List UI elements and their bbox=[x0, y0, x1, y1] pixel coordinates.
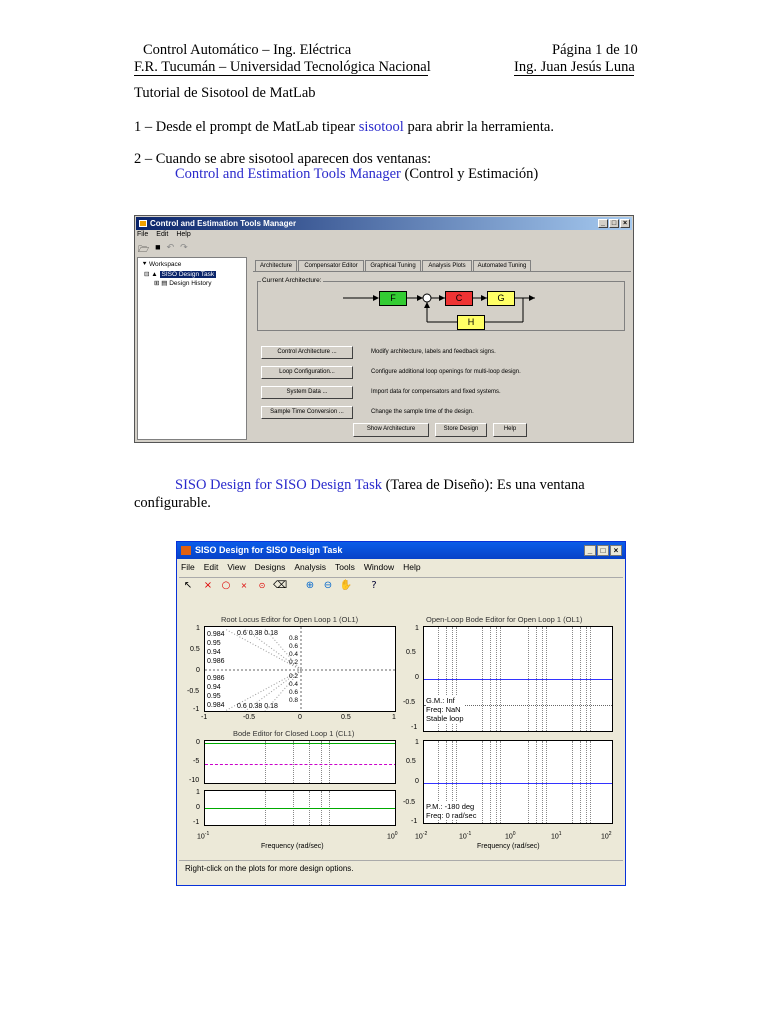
olp-grid-7 bbox=[496, 741, 497, 823]
minimize-button[interactable]: _ bbox=[598, 219, 608, 228]
siso-desc: (Tarea de Diseño): Es una ventana bbox=[381, 477, 585, 493]
rl-xtick-3: 0.5 bbox=[341, 714, 351, 721]
rl-damp-7: 0.984 bbox=[207, 702, 225, 709]
rl-side-2: 0.4 bbox=[289, 651, 299, 658]
rl-top-2: 0.18 bbox=[264, 630, 278, 637]
ol-phase-text bbox=[426, 802, 476, 820]
tab-graphical-tuning[interactable]: Graphical Tuning bbox=[365, 260, 421, 271]
rl-side-0: 0.8 bbox=[289, 635, 299, 642]
sample-time-button[interactable]: Sample Time Conversion ... bbox=[261, 406, 353, 419]
siso-paragraph-line2: configurable. bbox=[134, 495, 211, 511]
cl-xtick-1 bbox=[387, 831, 398, 840]
step-2-sub bbox=[175, 165, 538, 183]
ol-ph-ytick-4: -1 bbox=[411, 818, 418, 825]
loop-configuration-desc: Configure additional loop openings for multi-loop design. bbox=[371, 369, 521, 375]
step-2: 2 – Cuando se abre sisotool aparecen dos ventanas: bbox=[134, 151, 432, 167]
tree-item-design-history[interactable]: ⊞ ▤ Design History bbox=[154, 280, 212, 287]
rl-top-0: 0.6 bbox=[237, 630, 247, 637]
doc-title: Tutorial de Sisotool de MatLab bbox=[134, 85, 316, 101]
ol-xtick-1-base: 10 bbox=[459, 833, 467, 841]
siso-menu-tools[interactable]: Tools bbox=[335, 562, 355, 572]
rl-side-1: 0.6 bbox=[289, 643, 299, 650]
rl-bot-2: 0.18 bbox=[264, 703, 278, 710]
tab-compensator-editor[interactable]: Compensator Editor bbox=[298, 260, 364, 271]
matlab-icon bbox=[139, 220, 147, 227]
cl-xlabel: Frequency (rad/sec) bbox=[261, 843, 324, 850]
menu-edit[interactable]: Edit bbox=[156, 231, 169, 238]
context-help-icon[interactable]: ? bbox=[371, 580, 377, 591]
rl-side-7: 0.8 bbox=[289, 697, 299, 704]
control-architecture-desc: Modify architecture, labels and feedback signs. bbox=[371, 349, 496, 355]
ol-phase-plot[interactable] bbox=[423, 740, 613, 824]
rl-damp-3: 0.986 bbox=[207, 658, 225, 665]
siso-close-button[interactable]: × bbox=[610, 545, 622, 556]
sum-arrow bbox=[417, 295, 423, 301]
rl-side-nums bbox=[289, 635, 298, 667]
rl-xtick-2: 0 bbox=[298, 714, 302, 721]
olp-grid-10 bbox=[536, 741, 537, 823]
siso-menu-help[interactable]: Help bbox=[403, 562, 421, 572]
feedback-arrow bbox=[424, 302, 430, 308]
tab-architecture[interactable]: Architecture bbox=[255, 260, 297, 271]
rl-side-6: 0.6 bbox=[289, 689, 299, 696]
tools-manager-menubar bbox=[137, 231, 191, 238]
cl-xtick-0 bbox=[197, 831, 209, 840]
cl-grid-1 bbox=[265, 741, 266, 783]
siso-paragraph-line1 bbox=[175, 476, 635, 494]
ol-mag-line bbox=[424, 679, 613, 680]
control-architecture-button[interactable]: Control Architecture ... bbox=[261, 346, 353, 359]
ol-xlabel: Frequency (rad/sec) bbox=[477, 843, 540, 850]
ol-xtick-2-exp: 0 bbox=[512, 831, 516, 837]
summing-junction bbox=[423, 294, 431, 302]
tab-automated-tuning[interactable]: Automated Tuning bbox=[473, 260, 531, 271]
rl-top-1: 0.38 bbox=[248, 630, 263, 637]
rl-damp-5: 0.94 bbox=[207, 684, 221, 691]
cl-ph-ytick-1: 0 bbox=[196, 804, 200, 811]
rl-ytick-1: 0.5 bbox=[190, 646, 200, 653]
closed-loop-bode-title: Bode Editor for Closed Loop 1 (CL1) bbox=[233, 729, 355, 738]
cl-xtick-0-exp: -1 bbox=[204, 831, 210, 837]
olp-grid-13 bbox=[572, 741, 573, 823]
open-loop-bode-title: Open-Loop Bode Editor for Open Loop 1 (OL1) bbox=[426, 615, 583, 624]
rl-xtick-4: 1 bbox=[392, 714, 396, 721]
step-1 bbox=[134, 118, 554, 136]
ol-mag-ytick-0: 1 bbox=[415, 625, 419, 632]
rl-bot-0: 0.6 bbox=[237, 703, 247, 710]
open-folder-icon[interactable]: 🗁 bbox=[138, 244, 150, 254]
tools-manager-toolbar bbox=[138, 242, 188, 258]
tools-manager-titlebar bbox=[136, 217, 632, 230]
ol-pm-freq: Freq: 0 rad/sec bbox=[426, 811, 477, 820]
rl-ytick-2: 0 bbox=[196, 667, 200, 674]
rl-xtick-0: -1 bbox=[201, 714, 208, 721]
rl-xtick-1: -0.5 bbox=[243, 714, 256, 721]
tools-manager-title: Control and Estimation Tools Manager bbox=[150, 219, 297, 228]
system-data-desc: Import data for compensators and fixed systems. bbox=[371, 389, 501, 395]
ol-xtick-2 bbox=[505, 831, 516, 840]
olp-grid-11 bbox=[542, 741, 543, 823]
workspace-tree bbox=[137, 257, 247, 440]
cl-ph-ytick-2: -1 bbox=[193, 819, 200, 826]
ol-mag-ytick-3: -0.5 bbox=[403, 699, 416, 706]
undo-icon[interactable]: ↶ bbox=[166, 242, 175, 252]
step2-post: (Control y Estimación) bbox=[400, 166, 539, 182]
rl-ytick-0: 1 bbox=[196, 625, 200, 632]
rl-ytick-3: -0.5 bbox=[187, 688, 200, 695]
redo-icon[interactable]: ↷ bbox=[180, 242, 188, 252]
cl-phase-line bbox=[205, 808, 396, 809]
ol-ph-ytick-1: 0.5 bbox=[406, 758, 416, 765]
siso-design-window bbox=[176, 541, 626, 886]
block-h[interactable]: H bbox=[457, 315, 485, 330]
status-rule bbox=[179, 860, 623, 861]
current-architecture-label: Current Architecture: bbox=[262, 277, 322, 284]
rl-bot-nums bbox=[237, 703, 278, 710]
tree-item-workspace[interactable]: ⯆ Workspace bbox=[142, 261, 182, 268]
sample-time-desc: Change the sample time of the design. bbox=[371, 409, 474, 415]
cl-xtick-1-exp: 0 bbox=[394, 831, 398, 837]
ol-margins-text bbox=[426, 696, 464, 723]
cl-mag-ytick-2: -10 bbox=[189, 777, 200, 784]
ol-xtick-4-exp: 2 bbox=[608, 831, 612, 837]
olp-grid-16 bbox=[590, 741, 591, 823]
siso-menu-file[interactable]: File bbox=[181, 562, 195, 572]
ol-xtick-1-exp: -1 bbox=[466, 831, 472, 837]
add-complex-pole-icon[interactable]: ⨯ bbox=[240, 581, 248, 590]
rl-side-4: 0.2 bbox=[289, 673, 299, 680]
olp-grid-9 bbox=[528, 741, 529, 823]
rl-damp-6: 0.95 bbox=[207, 693, 221, 700]
ol-xtick-3 bbox=[551, 831, 562, 840]
ol-ph-ytick-3: -0.5 bbox=[403, 799, 416, 806]
root-locus-title: Root Locus Editor for Open Loop 1 (OL1) bbox=[221, 615, 359, 624]
pointer-icon[interactable]: ↖ bbox=[183, 580, 193, 591]
siso-title: SISO Design for SISO Design Task bbox=[195, 545, 343, 555]
rl-ytick-4: -1 bbox=[193, 706, 200, 713]
siso-menu-analysis[interactable]: Analysis bbox=[294, 562, 327, 572]
tab-analysis-plots[interactable]: Analysis Plots bbox=[422, 260, 472, 271]
add-pole-icon[interactable]: × bbox=[203, 580, 213, 591]
loop-configuration-button[interactable]: Loop Configuration... bbox=[261, 366, 353, 379]
ol-xtick-1 bbox=[459, 831, 471, 840]
cl-grid-5 bbox=[329, 741, 330, 783]
zoom-in-icon[interactable]: ⊕ bbox=[305, 580, 315, 591]
root-locus-plot[interactable] bbox=[204, 626, 396, 712]
output-arrow bbox=[529, 295, 535, 301]
zoom-out-icon[interactable]: ⊖ bbox=[323, 580, 333, 591]
architecture-panel bbox=[253, 260, 631, 440]
siso-maximize-button[interactable]: □ bbox=[597, 545, 609, 556]
header-left-line2: F.R. Tucumán – Universidad Tecnológica Nacional bbox=[134, 59, 431, 75]
root-locus-svg bbox=[205, 627, 396, 712]
block-c[interactable]: C bbox=[445, 291, 473, 306]
rl-side-5: 0.4 bbox=[289, 681, 299, 688]
rl-side-nums-bottom bbox=[289, 673, 298, 705]
ol-gm-freq: Freq: NaN bbox=[426, 705, 461, 714]
header-right-line1: Página 1 de 10 bbox=[552, 42, 638, 58]
olp-grid-15 bbox=[586, 741, 587, 823]
cl-grid-4 bbox=[321, 741, 322, 783]
siso-titlebar bbox=[177, 542, 625, 559]
tools-manager-window bbox=[134, 215, 634, 443]
olp-grid-12 bbox=[546, 741, 547, 823]
eraser-icon[interactable]: ⌫ bbox=[273, 580, 288, 591]
siso-menu-view[interactable]: View bbox=[227, 562, 246, 572]
step1-post: para abrir la herramienta. bbox=[403, 119, 554, 135]
cl-xtick-0-base: 10 bbox=[197, 833, 205, 841]
ol-ph-ytick-2: 0 bbox=[415, 778, 419, 785]
show-architecture-button[interactable]: Show Architecture bbox=[353, 423, 429, 437]
pan-hand-icon[interactable]: ✋ bbox=[339, 580, 353, 591]
system-data-button[interactable]: System Data ... bbox=[261, 386, 353, 399]
olp-grid-8 bbox=[500, 741, 501, 823]
rl-damp-4: 0.986 bbox=[207, 675, 225, 682]
block-f[interactable]: F bbox=[379, 291, 407, 306]
cl-mag-ytick-0: 0 bbox=[196, 739, 200, 746]
siso-design-link[interactable]: SISO Design for SISO Design Task bbox=[175, 477, 382, 493]
siso-menu-window[interactable]: Window bbox=[363, 562, 395, 572]
block-diagram bbox=[313, 286, 573, 332]
step1-pre: 1 – Desde el prompt de MatLab tipear bbox=[134, 119, 359, 135]
ol-mag-ytick-4: -1 bbox=[411, 724, 418, 731]
olp-grid-5 bbox=[482, 741, 483, 823]
cl-mag-ytick-1: -5 bbox=[193, 758, 200, 765]
cl-mag-dashed bbox=[205, 764, 396, 765]
rl-damp-1: 0.95 bbox=[207, 640, 221, 647]
matlab-logo-icon bbox=[181, 546, 191, 555]
header-right-line2: Ing. Juan Jesús Luna bbox=[514, 59, 635, 75]
add-zero-icon[interactable]: ○ bbox=[221, 580, 231, 591]
siso-menu-edit[interactable]: Edit bbox=[203, 562, 219, 572]
header-rule-left bbox=[134, 75, 428, 76]
cl-magnitude-plot[interactable] bbox=[204, 740, 396, 784]
tree-label-workspace: Workspace bbox=[149, 261, 182, 268]
olp-grid-14 bbox=[580, 741, 581, 823]
help-button[interactable]: Help bbox=[493, 423, 527, 437]
ol-xtick-3-exp: 1 bbox=[558, 831, 562, 837]
header-rule-right bbox=[514, 75, 634, 76]
cl-grid-3 bbox=[309, 741, 310, 783]
cl-phase-plot[interactable] bbox=[204, 790, 396, 826]
close-button[interactable]: × bbox=[620, 219, 630, 228]
block-g[interactable]: G bbox=[487, 291, 515, 306]
ol-xtick-4-base: 10 bbox=[601, 833, 609, 841]
tree-label-siso-task: SISO Design Task bbox=[161, 271, 215, 278]
save-icon[interactable]: ■ bbox=[155, 242, 161, 252]
menu-help[interactable]: Help bbox=[176, 231, 191, 238]
sisotool-link[interactable]: sisotool bbox=[358, 119, 404, 135]
tab-rule bbox=[253, 271, 631, 272]
menu-file[interactable]: File bbox=[137, 231, 149, 238]
rl-damp-0: 0.984 bbox=[207, 631, 225, 638]
ol-mag-ytick-1: 0.5 bbox=[406, 649, 416, 656]
ol-phase-line bbox=[424, 783, 613, 784]
cl-xtick-1-base: 10 bbox=[387, 833, 395, 841]
maximize-button[interactable]: □ bbox=[609, 219, 619, 228]
ol-xtick-0-base: 10 bbox=[415, 833, 423, 841]
store-design-button[interactable]: Store Design bbox=[435, 423, 487, 437]
add-complex-zero-icon[interactable]: ⊙ bbox=[258, 581, 266, 590]
tools-manager-link[interactable]: Control and Estimation Tools Manager bbox=[175, 166, 401, 182]
ol-xtick-0 bbox=[415, 831, 427, 840]
tree-label-design-history: Design History bbox=[169, 280, 212, 287]
ol-xtick-3-base: 10 bbox=[551, 833, 559, 841]
rl-top-nums bbox=[237, 630, 278, 637]
ol-phase-margin: P.M.: -180 deg bbox=[426, 802, 475, 811]
cl-ph-ytick-0: 1 bbox=[196, 789, 200, 796]
cl-grid-2 bbox=[293, 741, 294, 783]
siso-minimize-button[interactable]: _ bbox=[584, 545, 596, 556]
ol-xtick-4 bbox=[601, 831, 612, 840]
rl-side-3: 0.2 bbox=[289, 659, 299, 666]
ol-ph-ytick-0: 1 bbox=[415, 739, 419, 746]
cl-mag-line bbox=[205, 743, 396, 744]
ol-magnitude-plot[interactable] bbox=[423, 626, 613, 732]
siso-menu-designs[interactable]: Designs bbox=[254, 562, 286, 572]
ol-stability: Stable loop bbox=[426, 714, 464, 723]
status-bar-text: Right-click on the plots for more design options. bbox=[185, 864, 354, 873]
rl-damping-labels-bottom bbox=[207, 674, 225, 710]
rl-damp-2: 0.94 bbox=[207, 649, 221, 656]
rl-damping-labels bbox=[207, 630, 225, 666]
ol-gain-margin: G.M.: Inf bbox=[426, 696, 455, 705]
ol-mag-ytick-2: 0 bbox=[415, 674, 419, 681]
siso-menubar bbox=[181, 562, 421, 572]
ol-xtick-2-base: 10 bbox=[505, 833, 513, 841]
header-left-line1: Control Automático – Ing. Eléctrica bbox=[143, 42, 352, 58]
toolbar-rule bbox=[179, 577, 623, 578]
tree-item-siso-task[interactable]: ⊟ ▲ SISO Design Task bbox=[144, 271, 215, 278]
rl-bot-1: 0.38 bbox=[248, 703, 263, 710]
ol-xtick-0-exp: -2 bbox=[422, 831, 428, 837]
olp-grid-6 bbox=[490, 741, 491, 823]
